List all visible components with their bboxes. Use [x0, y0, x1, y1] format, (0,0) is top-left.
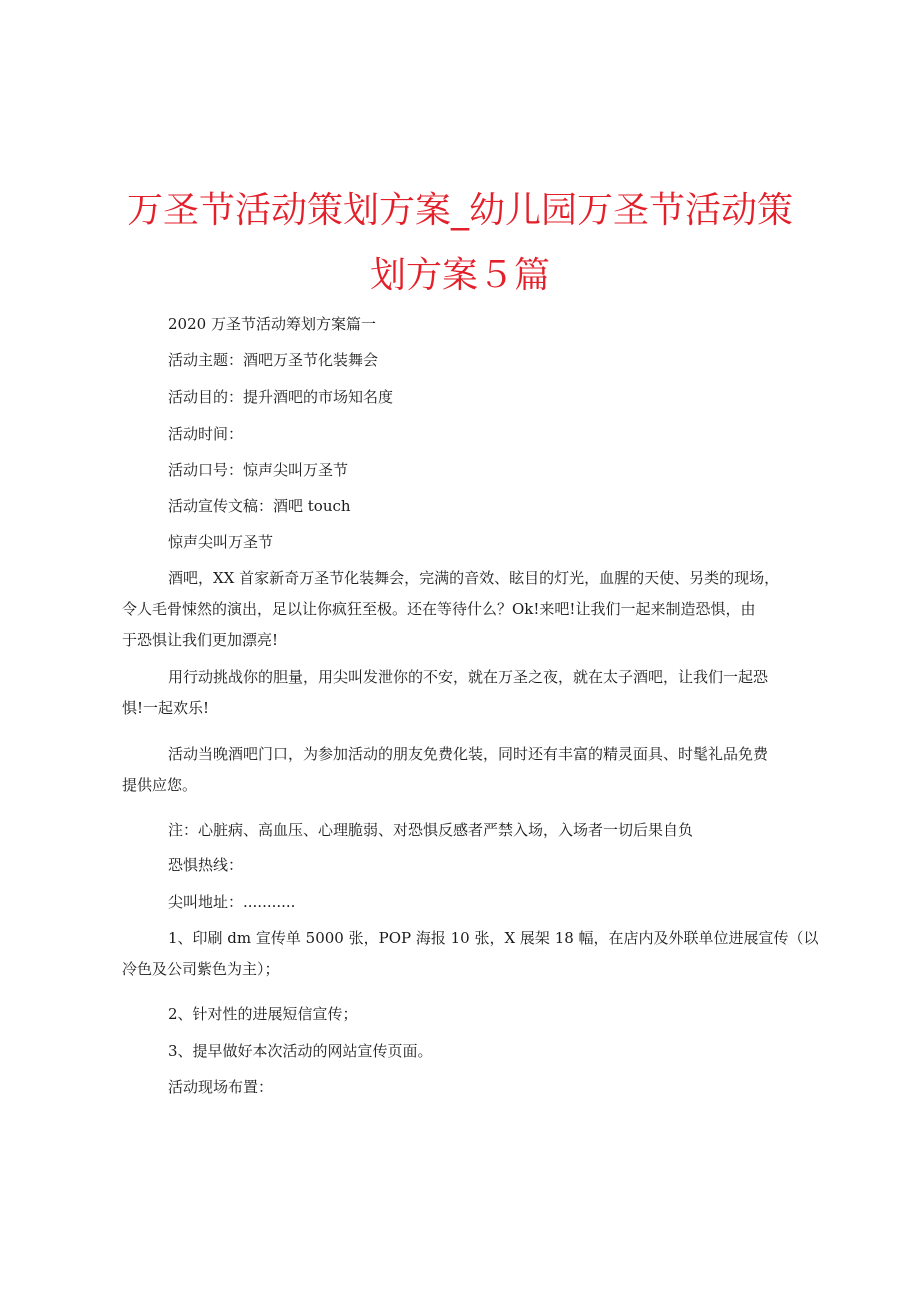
paragraph-line: 2、针对性的进展短信宣传； — [168, 1005, 358, 1023]
paragraph-line: 活动主题：酒吧万圣节化装舞会 — [168, 351, 379, 369]
paragraph — [122, 665, 769, 720]
paragraph-line: 3、提早做好本次活动的网站宣传页面。 — [168, 1042, 433, 1060]
paragraph — [168, 348, 378, 372]
paragraph-line: 酒吧，XX 首家新奇万圣节化装舞会，完满的音效、眩目的灯光，血腥的天使、另类的现场， — [168, 569, 780, 587]
paragraph — [168, 853, 243, 877]
paragraph — [168, 1075, 273, 1099]
paragraph-line: 提供应您。 — [122, 776, 198, 794]
paragraph-line: 令人毛骨悚然的演出，足以让你疯狂至极。还在等待什么？Ok!来吧!让我们一起来制造恐惧，由 — [122, 600, 756, 618]
paragraph — [168, 458, 348, 482]
paragraph-line: 惧!一起欢乐! — [122, 699, 210, 717]
paragraph-line: 冷色及公司紫色为主）； — [122, 960, 280, 978]
paragraph — [122, 566, 780, 652]
paragraph — [168, 312, 376, 336]
paragraph-line: 恐惧热线： — [168, 856, 244, 874]
paragraph — [168, 818, 693, 842]
paragraph-line: 活动口号：惊声尖叫万圣节 — [168, 461, 349, 479]
paragraph — [168, 1039, 433, 1063]
paragraph-line: 活动目的：提升酒吧的市场知名度 — [168, 388, 394, 406]
paragraph-line: 注：心脏病、高血压、心理脆弱、对恐惧反感者严禁入场，入场者一切后果自负 — [168, 821, 694, 839]
paragraph — [168, 494, 351, 518]
paragraph — [168, 1002, 358, 1026]
document-title-line-1: 万圣节活动策划方案_幼儿园万圣节活动策 — [126, 190, 793, 231]
paragraph-line: 于恐惧让我们更加漂亮! — [122, 631, 279, 649]
paragraph-line: 惊声尖叫万圣节 — [168, 533, 274, 551]
paragraph-line: 2020 万圣节活动筹划方案篇一 — [168, 315, 376, 333]
paragraph-line: 活动宣传文稿：酒吧 touch — [168, 497, 351, 515]
paragraph-line: 活动现场布置： — [168, 1078, 274, 1096]
paragraph — [168, 422, 243, 446]
paragraph — [122, 926, 819, 981]
paragraph — [122, 742, 769, 797]
paragraph — [168, 890, 295, 914]
paragraph-line: 活动时间： — [168, 425, 244, 443]
paragraph — [168, 530, 273, 554]
document-title-line-2: 划方案５篇 — [369, 255, 550, 296]
paragraph-line: 活动当晚酒吧门口，为参加活动的朋友免费化装，同时还有丰富的精灵面具、时髦礼品免费 — [168, 745, 769, 763]
paragraph-line: 1、印刷 dm 宣传单 5000 张，POP 海报 10 张，X 展架 18 幅，在店内及外联单位进展宣传（以 — [168, 929, 819, 947]
paragraph-line: 用行动挑战你的胆量，用尖叫发泄你的不安，就在万圣之夜，就在太子酒吧，让我们一起恐 — [168, 668, 769, 686]
paragraph-line: 尖叫地址：........... — [168, 893, 296, 911]
paragraph — [168, 385, 393, 409]
